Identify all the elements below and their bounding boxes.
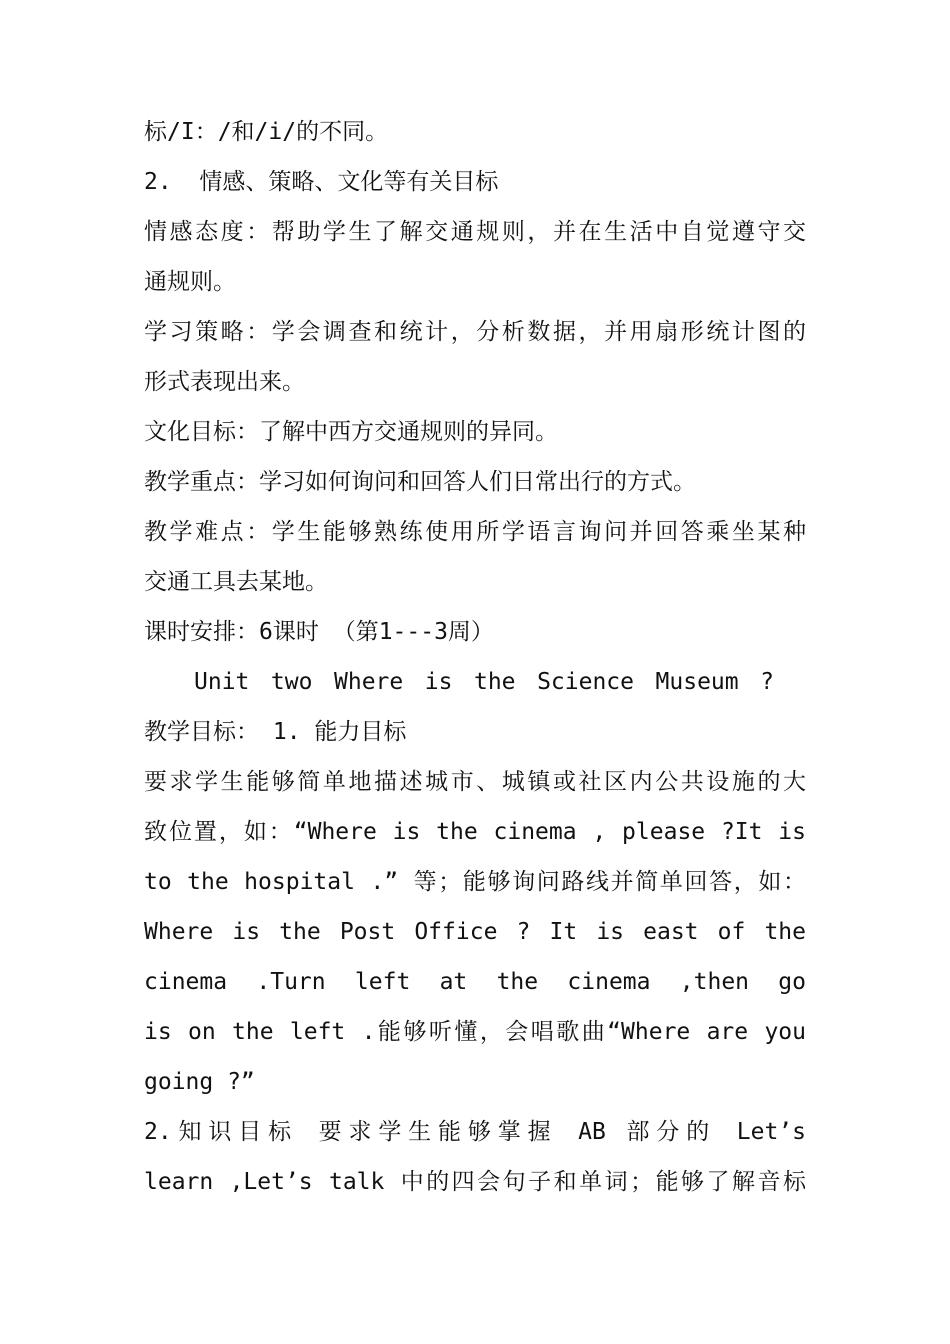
text-line: 学习策略：学会调查和统计，分析数据，并用扇形统计图的 — [144, 319, 806, 345]
text-line: 教学重点：学习如何询问和回答人们日常出行的方式。 — [144, 469, 696, 495]
text-line: 交通工具去某地。 — [144, 569, 328, 595]
text-line: is on the left .能够听懂，会唱歌曲“Where are you — [144, 1019, 806, 1045]
text-line: 标/I：/和/i/的不同。 — [144, 119, 389, 145]
text-line: cinema .Turn left at the cinema ,then go — [144, 969, 806, 995]
text-line: 2.知识目标 要求学生能够掌握 AB 部分的 Let’s — [144, 1119, 806, 1145]
text-line: 文化目标：了解中西方交通规则的异同。 — [144, 419, 558, 445]
text-line: going ?” — [144, 1069, 255, 1095]
section-heading: 教学目标： 1. 能力目标 — [144, 719, 407, 745]
unit-title: Unit two Where is the Science Museum ? — [194, 669, 774, 695]
text-line: 课时安排：6课时 （第1---3周） — [144, 619, 494, 645]
text-line: 通规则。 — [144, 269, 236, 295]
text-line: Where is the Post Office ? It is east of the — [144, 919, 806, 945]
text-line: 致位置，如：“Where is the cinema , please ?It is — [144, 819, 806, 845]
text-line: 形式表现出来。 — [144, 369, 305, 395]
text-line: 要求学生能够简单地描述城市、城镇或社区内公共设施的大 — [144, 769, 806, 795]
text-line: to the hospital .” 等；能够询问路线并简单回答，如： — [144, 869, 806, 895]
text-line: learn ,Let’s talk 中的四会句子和单词；能够了解音标 — [144, 1169, 806, 1195]
section-heading: 2. 情感、策略、文化等有关目标 — [144, 169, 499, 195]
text-line: 教学难点：学生能够熟练使用所学语言询问并回答乘坐某种 — [144, 519, 806, 545]
text-line: 情感态度：帮助学生了解交通规则，并在生活中自觉遵守交 — [144, 219, 806, 245]
